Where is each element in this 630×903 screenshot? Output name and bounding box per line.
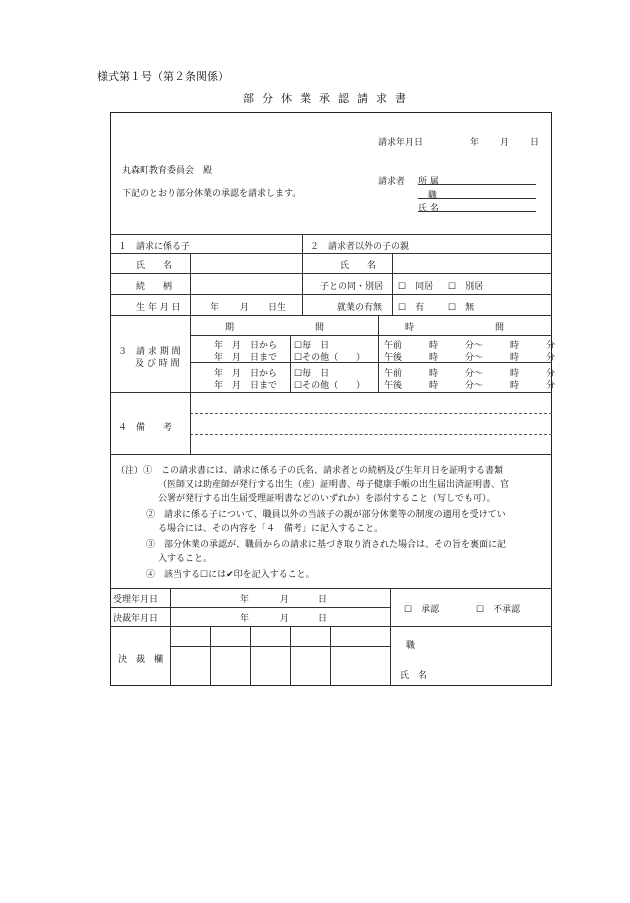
divider-line (110, 588, 552, 589)
note-line: ④ 該当する☐には✔印を記入すること。 (146, 570, 315, 580)
divider-line (170, 646, 390, 647)
period2-pm-time: 午後 時 分～ 時 分 (384, 381, 556, 391)
birth-month: 月 (240, 303, 250, 313)
note-line: ② 請求に係る子について、職員以外の当該子の親が部分休業等の制度の適用を受けてい (146, 510, 506, 520)
decision-year: 年 (240, 614, 250, 624)
section1-heading: １ 請求に係る子 (118, 242, 191, 252)
note-line: ③ 部分休業の承認が、職員からの請求に基づき取り消された場合は、その旨を裏面に記 (146, 540, 507, 550)
divider-line (190, 335, 552, 336)
section2-heading: ２ 請求者以外の子の親 (310, 242, 410, 252)
divider-line (110, 253, 552, 254)
section3-heading-2: 及 び 時 間 (135, 359, 180, 369)
note-line: （医師又は助産師が発行する出生（産）証明書、母子健康手帳の出生届出済証明書、官 (158, 480, 510, 490)
child-birthdate-label: 生 年 月 日 (136, 303, 181, 313)
time-column-header: 時 間 (405, 323, 505, 333)
divider-line (302, 234, 303, 315)
employment-label: 就業の有無 (337, 303, 383, 313)
received-year: 年 (240, 595, 250, 605)
position-field[interactable] (418, 198, 536, 199)
remarks-line (190, 413, 552, 414)
note-line: 入すること。 (158, 554, 213, 564)
employment-no-checkbox[interactable]: ☐ 無 (448, 303, 475, 313)
form-number: 様式第１号（第２条関係） (97, 70, 229, 83)
period1-am-time: 午前 時 分～ 時 分 (384, 341, 556, 351)
period1-to: 年 月 日まで (214, 353, 278, 363)
decision-day: 日 (318, 614, 328, 624)
period-column-header: 期 間 (225, 323, 325, 333)
divider-line (290, 335, 291, 392)
decision-month: 月 (280, 614, 290, 624)
divider-line (170, 588, 171, 686)
disapprove-checkbox[interactable]: ☐ 不承認 (476, 605, 521, 615)
period2-from: 年 月 日から (214, 369, 278, 379)
remarks-heading: ４ 備 考 (118, 423, 173, 433)
divider-line (378, 315, 379, 392)
period2-daily-checkbox[interactable]: ☐毎 日 (294, 369, 330, 379)
received-month: 月 (280, 595, 290, 605)
name-label: 氏 名 (418, 204, 439, 214)
note-line: 公署が発行する出生届受理証明書などのいずれか）を添付すること（写しでも可）。 (158, 494, 496, 504)
cohabit-same-checkbox[interactable]: ☐ 同居 (398, 282, 434, 292)
divider-line (110, 626, 552, 627)
period2-to: 年 月 日まで (214, 381, 278, 391)
request-date-label: 請求年月日 (378, 138, 424, 148)
stamp-label: 決 裁 欄 (118, 655, 164, 665)
period2-other-checkbox[interactable]: ☐その他（ ） (294, 381, 366, 391)
date-month: 月 (500, 138, 510, 148)
birth-year: 年 (210, 303, 220, 313)
approve-checkbox[interactable]: ☐ 承認 (404, 605, 440, 615)
divider-line (110, 315, 552, 316)
divider-line (110, 273, 552, 274)
period1-from: 年 月 日から (214, 341, 278, 351)
position-label: 職 (428, 191, 438, 201)
period1-pm-time: 午後 時 分～ 時 分 (384, 353, 556, 363)
note-line: （注）① この請求書には、請求に係る子の氏名、請求者との続柄及び生年月日を証明する書類 (116, 466, 504, 476)
decision-date-label: 決裁年月日 (113, 614, 159, 624)
period2-am-time: 午前 時 分～ 時 分 (384, 369, 556, 379)
received-day: 日 (318, 595, 328, 605)
divider-line (110, 392, 552, 393)
affiliation-field[interactable] (418, 184, 536, 185)
intro-text: 下記のとおり部分休業の承認を請求します。 (122, 189, 302, 199)
addressee: 丸森町教育委員会 殿 (122, 166, 213, 176)
affiliation-label: 所 属 (418, 177, 439, 187)
note-line: る場合には、その内容を「４ 備考」に記入すること。 (158, 524, 384, 534)
date-year: 年 (470, 138, 480, 148)
divider-line (110, 294, 552, 295)
remarks-line (190, 434, 552, 435)
divider-line (210, 626, 211, 686)
divider-line (110, 454, 552, 455)
divider-line (392, 253, 393, 315)
date-day: 日 (530, 138, 540, 148)
child-relation-label: 続 柄 (136, 282, 173, 292)
approver-position-label: 職 (406, 641, 416, 651)
divider-line (110, 607, 390, 608)
section3-heading: ３ 請 求 期 間 (118, 347, 181, 357)
divider-line (390, 588, 391, 686)
divider-line (330, 626, 331, 686)
divider-line (110, 234, 552, 235)
other-parent-name-label: 氏 名 (340, 261, 377, 271)
cohabit-separate-checkbox[interactable]: ☐ 別居 (448, 282, 484, 292)
period1-other-checkbox[interactable]: ☐その他（ ） (294, 353, 366, 363)
divider-line (250, 626, 251, 686)
received-date-label: 受理年月日 (113, 595, 159, 605)
divider-line (190, 253, 191, 315)
approver-name-label: 氏 名 (400, 671, 428, 681)
divider-line (290, 626, 291, 686)
divider-line (190, 315, 191, 454)
birth-day: 日生 (268, 303, 287, 313)
requester-label: 請求者 (378, 177, 406, 187)
period1-daily-checkbox[interactable]: ☐毎 日 (294, 341, 330, 351)
form-title: 部分休業承認請求書 (243, 92, 414, 105)
child-name-label: 氏 名 (136, 261, 173, 271)
employment-yes-checkbox[interactable]: ☐ 有 (398, 303, 425, 313)
cohabit-label: 子との同・別居 (320, 282, 384, 292)
name-field[interactable] (418, 211, 536, 212)
